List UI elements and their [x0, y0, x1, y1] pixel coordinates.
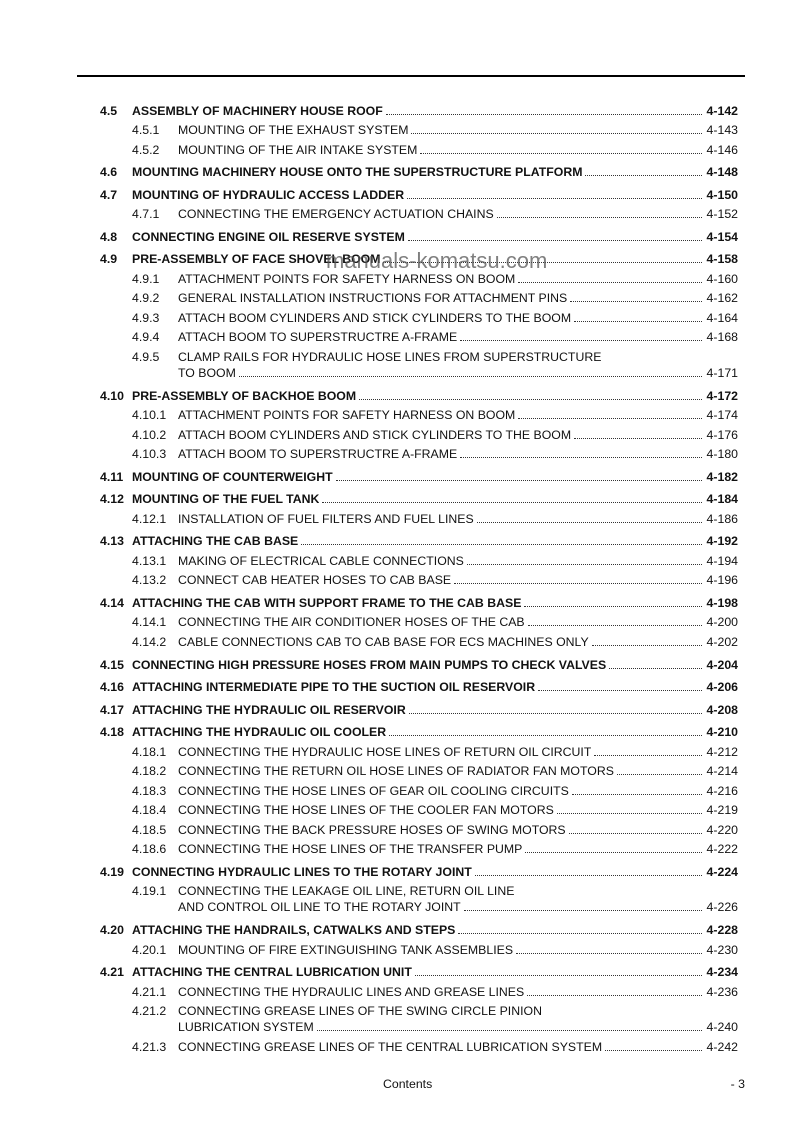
section-number: 4.14.2 [132, 634, 167, 649]
footer-section: Contents [383, 1077, 433, 1091]
page-number[interactable]: 4-174 [706, 408, 738, 423]
section-title: ATTACHMENT POINTS FOR SAFETY HARNESS ON BOOM [178, 271, 516, 286]
toc-entry[interactable] [100, 548, 738, 568]
section-title: CONNECTING THE HYDRAULIC HOSE LINES OF RETURN OIL CIRCUIT [178, 744, 592, 759]
toc-entry[interactable] [100, 179, 738, 202]
section-number: 4.5.1 [132, 123, 160, 138]
section-title: ATTACH BOOM CYLINDERS AND STICK CYLINDERS TO THE BOOM [178, 310, 572, 325]
page-number[interactable]: 4-158 [706, 252, 738, 267]
toc-entry[interactable] [100, 649, 738, 672]
page-number[interactable]: 4-143 [706, 123, 738, 138]
section-number: 4.9.1 [132, 271, 160, 286]
dot-leader [389, 735, 701, 736]
page-number[interactable]: 4-150 [706, 187, 738, 202]
page-number[interactable]: 4-212 [706, 744, 738, 759]
dot-leader [460, 457, 701, 458]
toc-entry[interactable] [100, 221, 738, 244]
toc-entry[interactable] [100, 526, 738, 549]
section-title: CONNECTING THE RETURN OIL HOSE LINES OF RADIATOR FAN MOTORS [178, 764, 614, 779]
dot-leader [420, 153, 701, 154]
toc-entry[interactable] [100, 999, 738, 1019]
section-number: 4.13.2 [132, 573, 167, 588]
dot-leader [572, 794, 702, 795]
page-number[interactable]: 4-171 [706, 365, 738, 380]
dot-leader [617, 774, 702, 775]
toc-entry[interactable] [100, 979, 738, 999]
section-title: ASSEMBLY OF MACHINERY HOUSE ROOF [132, 103, 383, 118]
page-number[interactable]: 4-176 [706, 427, 738, 442]
dot-leader [527, 995, 701, 996]
toc-entry[interactable] [100, 937, 738, 957]
section-title: CLAMP RAILS FOR HYDRAULIC HOSE LINES FROM SUPERSTRUCTURE [178, 349, 602, 364]
section-title: MOUNTING OF THE AIR INTAKE SYSTEM [178, 142, 418, 157]
toc-entry[interactable] [100, 325, 738, 345]
dot-leader [409, 713, 702, 714]
section-number: 4.6 [100, 165, 118, 180]
dot-leader [460, 340, 701, 341]
section-title: MOUNTING OF THE EXHAUST SYSTEM [178, 123, 409, 138]
page-number[interactable]: 4-236 [706, 984, 738, 999]
toc-entry[interactable] [100, 739, 738, 759]
toc-entry[interactable] [100, 305, 738, 325]
section-number: 4.18.2 [132, 764, 167, 779]
page-number[interactable]: 4-228 [706, 923, 738, 937]
section-title: CONNECTING HIGH PRESSURE HOSES FROM MAIN PUMPS TO CHECK VALVES [132, 657, 607, 672]
page-number[interactable]: 4-214 [706, 764, 738, 779]
page-number[interactable]: 4-152 [706, 207, 738, 222]
toc-entry[interactable] [100, 461, 738, 484]
toc-entry[interactable] [100, 587, 738, 610]
section-title: ATTACHING THE HYDRAULIC OIL RESERVOIR [132, 702, 406, 717]
toc-entry[interactable] [100, 137, 738, 157]
section-number: 4.21 [100, 965, 124, 980]
page-number[interactable]: 4-142 [706, 103, 738, 118]
toc-entry[interactable] [100, 157, 738, 180]
section-number: 4.18.4 [132, 803, 167, 818]
section-number: 4.18.6 [132, 842, 167, 857]
section-number: 4.8 [100, 229, 118, 244]
section-number: 4.14.1 [132, 615, 167, 630]
section-number: 4.18 [100, 725, 124, 740]
table-of-contents [100, 95, 738, 1054]
section-title: MOUNTING OF FIRE EXTINGUISHING TANK ASSEMBLIES [178, 942, 514, 957]
dot-leader [524, 606, 701, 607]
section-number: 4.7.1 [132, 207, 160, 222]
watermark: manuals-komatsu.com [326, 248, 548, 273]
dot-leader [317, 1030, 702, 1031]
section-number: 4.9.2 [132, 291, 160, 306]
section-number: 4.20 [100, 923, 124, 937]
toc-entry[interactable] [100, 568, 738, 588]
section-number: 4.15 [100, 657, 124, 672]
toc-entry[interactable] [100, 778, 738, 798]
page-number[interactable]: 4-224 [706, 864, 738, 879]
dot-leader [408, 240, 702, 241]
page-number[interactable]: 4-202 [706, 634, 738, 649]
page-number[interactable]: 4-230 [706, 942, 738, 957]
toc-entry[interactable] [100, 442, 738, 462]
section-number: 4.18.1 [132, 744, 167, 759]
dot-leader [458, 933, 701, 934]
section-title: CONNECTING THE HYDRAULIC LINES AND GREASE LINES [178, 984, 525, 999]
toc-entry-continuation[interactable] [100, 1018, 738, 1034]
section-number: 4.13.1 [132, 553, 167, 568]
section-number: 4.11 [100, 469, 124, 484]
section-number: 4.19.1 [132, 884, 167, 899]
section-title: MOUNTING OF HYDRAULIC ACCESS LADDER [132, 187, 405, 202]
page-number[interactable]: 4-194 [706, 553, 738, 568]
dot-leader [594, 755, 701, 756]
toc-entry[interactable] [100, 672, 738, 695]
section-number: 4.21.1 [132, 984, 167, 999]
page-number[interactable]: 4-200 [706, 615, 738, 630]
section-number: 4.20.1 [132, 942, 167, 957]
dot-leader [415, 975, 702, 976]
dot-leader [605, 1050, 701, 1051]
section-title: PRE-ASSEMBLY OF BACKHOE BOOM [132, 388, 357, 403]
section-title: PRE-ASSEMBLY OF FACE SHOVEL BOOM [132, 252, 381, 267]
page-number[interactable]: 4-234 [706, 965, 738, 980]
toc-entry[interactable] [100, 837, 738, 857]
section-title: MAKING OF ELECTRICAL CABLE CONNECTIONS [178, 553, 464, 568]
toc-entry[interactable] [100, 759, 738, 779]
section-title: CONNECTING ENGINE OIL RESERVE SYSTEM [132, 229, 405, 244]
dot-leader [464, 910, 702, 911]
section-number: 4.10.2 [132, 427, 167, 442]
toc-entry[interactable] [100, 717, 738, 740]
dot-leader [518, 282, 701, 283]
section-title: CONNECTING THE BACK PRESSURE HOSES OF SWING MOTORS [178, 822, 566, 837]
page-number[interactable]: 4-204 [706, 657, 738, 672]
toc-entry[interactable] [100, 422, 738, 442]
page-number[interactable]: 4-154 [706, 229, 738, 244]
page-number[interactable]: 4-184 [706, 492, 738, 507]
toc-entry[interactable] [100, 506, 738, 526]
dot-leader [322, 502, 701, 503]
dot-leader [454, 583, 701, 584]
section-title-continued: AND CONTROL OIL LINE TO THE ROTARY JOINT [178, 900, 461, 915]
dot-leader [525, 852, 701, 853]
section-title-continued: TO BOOM [178, 365, 236, 380]
section-number: 4.18.3 [132, 783, 167, 798]
section-title: ATTACHING THE HANDRAILS, CATWALKS AND STEPS [132, 923, 456, 937]
section-title: INSTALLATION OF FUEL FILTERS AND FUEL LINES [178, 511, 474, 526]
section-title: ATTACHING THE CAB WITH SUPPORT FRAME TO THE CAB BASE [132, 595, 522, 610]
toc-entry[interactable] [100, 202, 738, 222]
page-number[interactable]: 4-208 [706, 702, 738, 717]
page-number[interactable]: 4-226 [706, 900, 738, 915]
dot-leader [516, 953, 702, 954]
dot-leader [609, 668, 701, 669]
toc-entry[interactable] [100, 957, 738, 980]
section-title: CONNECTING GREASE LINES OF THE CENTRAL LUBRICATION SYSTEM [178, 1039, 603, 1054]
page-number[interactable]: 4-168 [706, 330, 738, 345]
dot-leader [301, 544, 701, 545]
toc-entry[interactable] [100, 403, 738, 423]
page-number[interactable]: 4-240 [706, 1020, 738, 1035]
page-number[interactable]: 4-222 [706, 842, 738, 857]
page-number[interactable]: 4-216 [706, 783, 738, 798]
dot-leader [475, 875, 702, 876]
page-number[interactable]: 4-198 [706, 595, 738, 610]
dot-leader [570, 301, 701, 302]
dot-leader [592, 645, 702, 646]
footer-page-number: - 3 [730, 1077, 745, 1091]
dot-leader [538, 690, 701, 691]
toc-entry-continuation[interactable] [100, 898, 738, 914]
toc-entry[interactable] [100, 798, 738, 818]
section-title: MOUNTING OF THE FUEL TANK [132, 492, 320, 507]
section-title: CONNECTING THE LEAKAGE OIL LINE, RETURN OIL LINE [178, 884, 515, 899]
section-number: 4.7 [100, 187, 118, 202]
section-title: ATTACH BOOM TO SUPERSTRUCTRE A-FRAME [178, 330, 458, 345]
section-title: ATTACHING INTERMEDIATE PIPE TO THE SUCTION OIL RESERVOIR [132, 680, 536, 695]
page-number[interactable]: 4-148 [706, 165, 738, 180]
dot-leader [386, 114, 702, 115]
section-title: ATTACH BOOM TO SUPERSTRUCTRE A-FRAME [178, 447, 458, 462]
section-number: 4.16 [100, 680, 124, 695]
page-number[interactable]: 4-182 [706, 469, 738, 484]
section-title: ATTACHMENT POINTS FOR SAFETY HARNESS ON BOOM [178, 408, 516, 423]
dot-leader [411, 133, 701, 134]
section-title: ATTACH BOOM CYLINDERS AND STICK CYLINDERS TO THE BOOM [178, 427, 572, 442]
toc-entry[interactable] [100, 95, 738, 118]
toc-entry[interactable] [100, 610, 738, 630]
dot-leader [477, 522, 702, 523]
dot-leader [557, 813, 702, 814]
page-number[interactable]: 4-164 [706, 310, 738, 325]
section-number: 4.9 [100, 252, 118, 267]
toc-entry-continuation[interactable] [100, 364, 738, 380]
dot-leader [407, 198, 701, 199]
toc-entry[interactable] [100, 914, 738, 937]
dot-leader [518, 418, 701, 419]
section-title: CABLE CONNECTIONS CAB TO CAB BASE FOR ECS MACHINES ONLY [178, 634, 589, 649]
page-number[interactable]: 4-186 [706, 511, 738, 526]
toc-entry[interactable] [100, 484, 738, 507]
page-number[interactable]: 4-180 [706, 447, 738, 462]
section-number: 4.5 [100, 103, 118, 118]
page-number[interactable]: 4-220 [706, 822, 738, 837]
section-title: ATTACHING THE CAB BASE [132, 534, 299, 549]
dot-leader [359, 399, 701, 400]
dot-leader [569, 833, 702, 834]
page-number[interactable]: 4-146 [706, 142, 738, 157]
section-number: 4.21.3 [132, 1039, 167, 1054]
section-title-continued: LUBRICATION SYSTEM [178, 1020, 314, 1035]
page-number[interactable]: 4-210 [706, 725, 738, 740]
section-title: MOUNTING MACHINERY HOUSE ONTO THE SUPERSTRUCTURE PLATFORM [132, 165, 583, 180]
section-number: 4.10 [100, 388, 124, 403]
page-number[interactable]: 4-172 [706, 388, 738, 403]
toc-entry[interactable] [100, 694, 738, 717]
section-number: 4.9.4 [132, 330, 160, 345]
page-number[interactable]: 4-192 [706, 534, 738, 549]
section-number: 4.17 [100, 702, 124, 717]
dot-leader [574, 321, 701, 322]
toc-entry[interactable] [100, 817, 738, 837]
toc-entry[interactable] [100, 629, 738, 649]
section-title: MOUNTING OF COUNTERWEIGHT [132, 469, 333, 484]
section-number: 4.10.3 [132, 447, 167, 462]
section-number: 4.21.2 [132, 1004, 167, 1019]
page-number[interactable]: 4-206 [706, 680, 738, 695]
section-number: 4.13 [100, 534, 124, 549]
section-number: 4.19 [100, 864, 124, 879]
section-number: 4.10.1 [132, 408, 167, 423]
page-number[interactable]: 4-162 [706, 291, 738, 306]
dot-leader [585, 175, 701, 176]
section-number: 4.18.5 [132, 822, 167, 837]
dot-leader [336, 480, 702, 481]
page-number[interactable]: 4-219 [706, 803, 738, 818]
dot-leader [467, 564, 702, 565]
section-title: CONNECTING THE EMERGENCY ACTUATION CHAINS [178, 207, 494, 222]
dot-leader [574, 438, 701, 439]
section-title: CONNECTING THE AIR CONDITIONER HOSES OF THE CAB [178, 615, 525, 630]
toc-entry[interactable] [100, 879, 738, 899]
header-rule [77, 75, 745, 77]
section-title: ATTACHING THE CENTRAL LUBRICATION UNIT [132, 965, 412, 980]
section-title: ATTACHING THE HYDRAULIC OIL COOLER [132, 725, 387, 740]
dot-leader [528, 625, 702, 626]
page-number[interactable]: 4-160 [706, 271, 738, 286]
section-number: 4.9.5 [132, 349, 160, 364]
toc-entry[interactable] [100, 344, 738, 364]
toc-entry[interactable] [100, 118, 738, 138]
section-title: CONNECT CAB HEATER HOSES TO CAB BASE [178, 573, 452, 588]
toc-entry[interactable] [100, 1034, 738, 1054]
section-number: 4.12 [100, 492, 124, 507]
toc-entry[interactable] [100, 380, 738, 403]
dot-leader [497, 217, 702, 218]
page-number[interactable]: 4-196 [706, 573, 738, 588]
toc-entry[interactable] [100, 286, 738, 306]
section-title: CONNECTING THE HOSE LINES OF THE COOLER FAN MOTORS [178, 803, 554, 818]
section-number: 4.9.3 [132, 310, 160, 325]
page-number[interactable]: 4-242 [706, 1039, 738, 1054]
toc-entry[interactable] [100, 856, 738, 879]
section-title: CONNECTING THE HOSE LINES OF THE TRANSFER PUMP [178, 842, 523, 857]
dot-leader [239, 376, 702, 377]
section-title: CONNECTING GREASE LINES OF THE SWING CIRCLE PINION [178, 1004, 542, 1019]
section-number: 4.14 [100, 595, 124, 610]
section-title: CONNECTING THE HOSE LINES OF GEAR OIL COOLING CIRCUITS [178, 783, 569, 798]
section-number: 4.5.2 [132, 142, 160, 157]
section-title: CONNECTING HYDRAULIC LINES TO THE ROTARY JOINT [132, 864, 472, 879]
section-number: 4.12.1 [132, 511, 167, 526]
section-title: GENERAL INSTALLATION INSTRUCTIONS FOR ATTACHMENT PINS [178, 291, 568, 306]
